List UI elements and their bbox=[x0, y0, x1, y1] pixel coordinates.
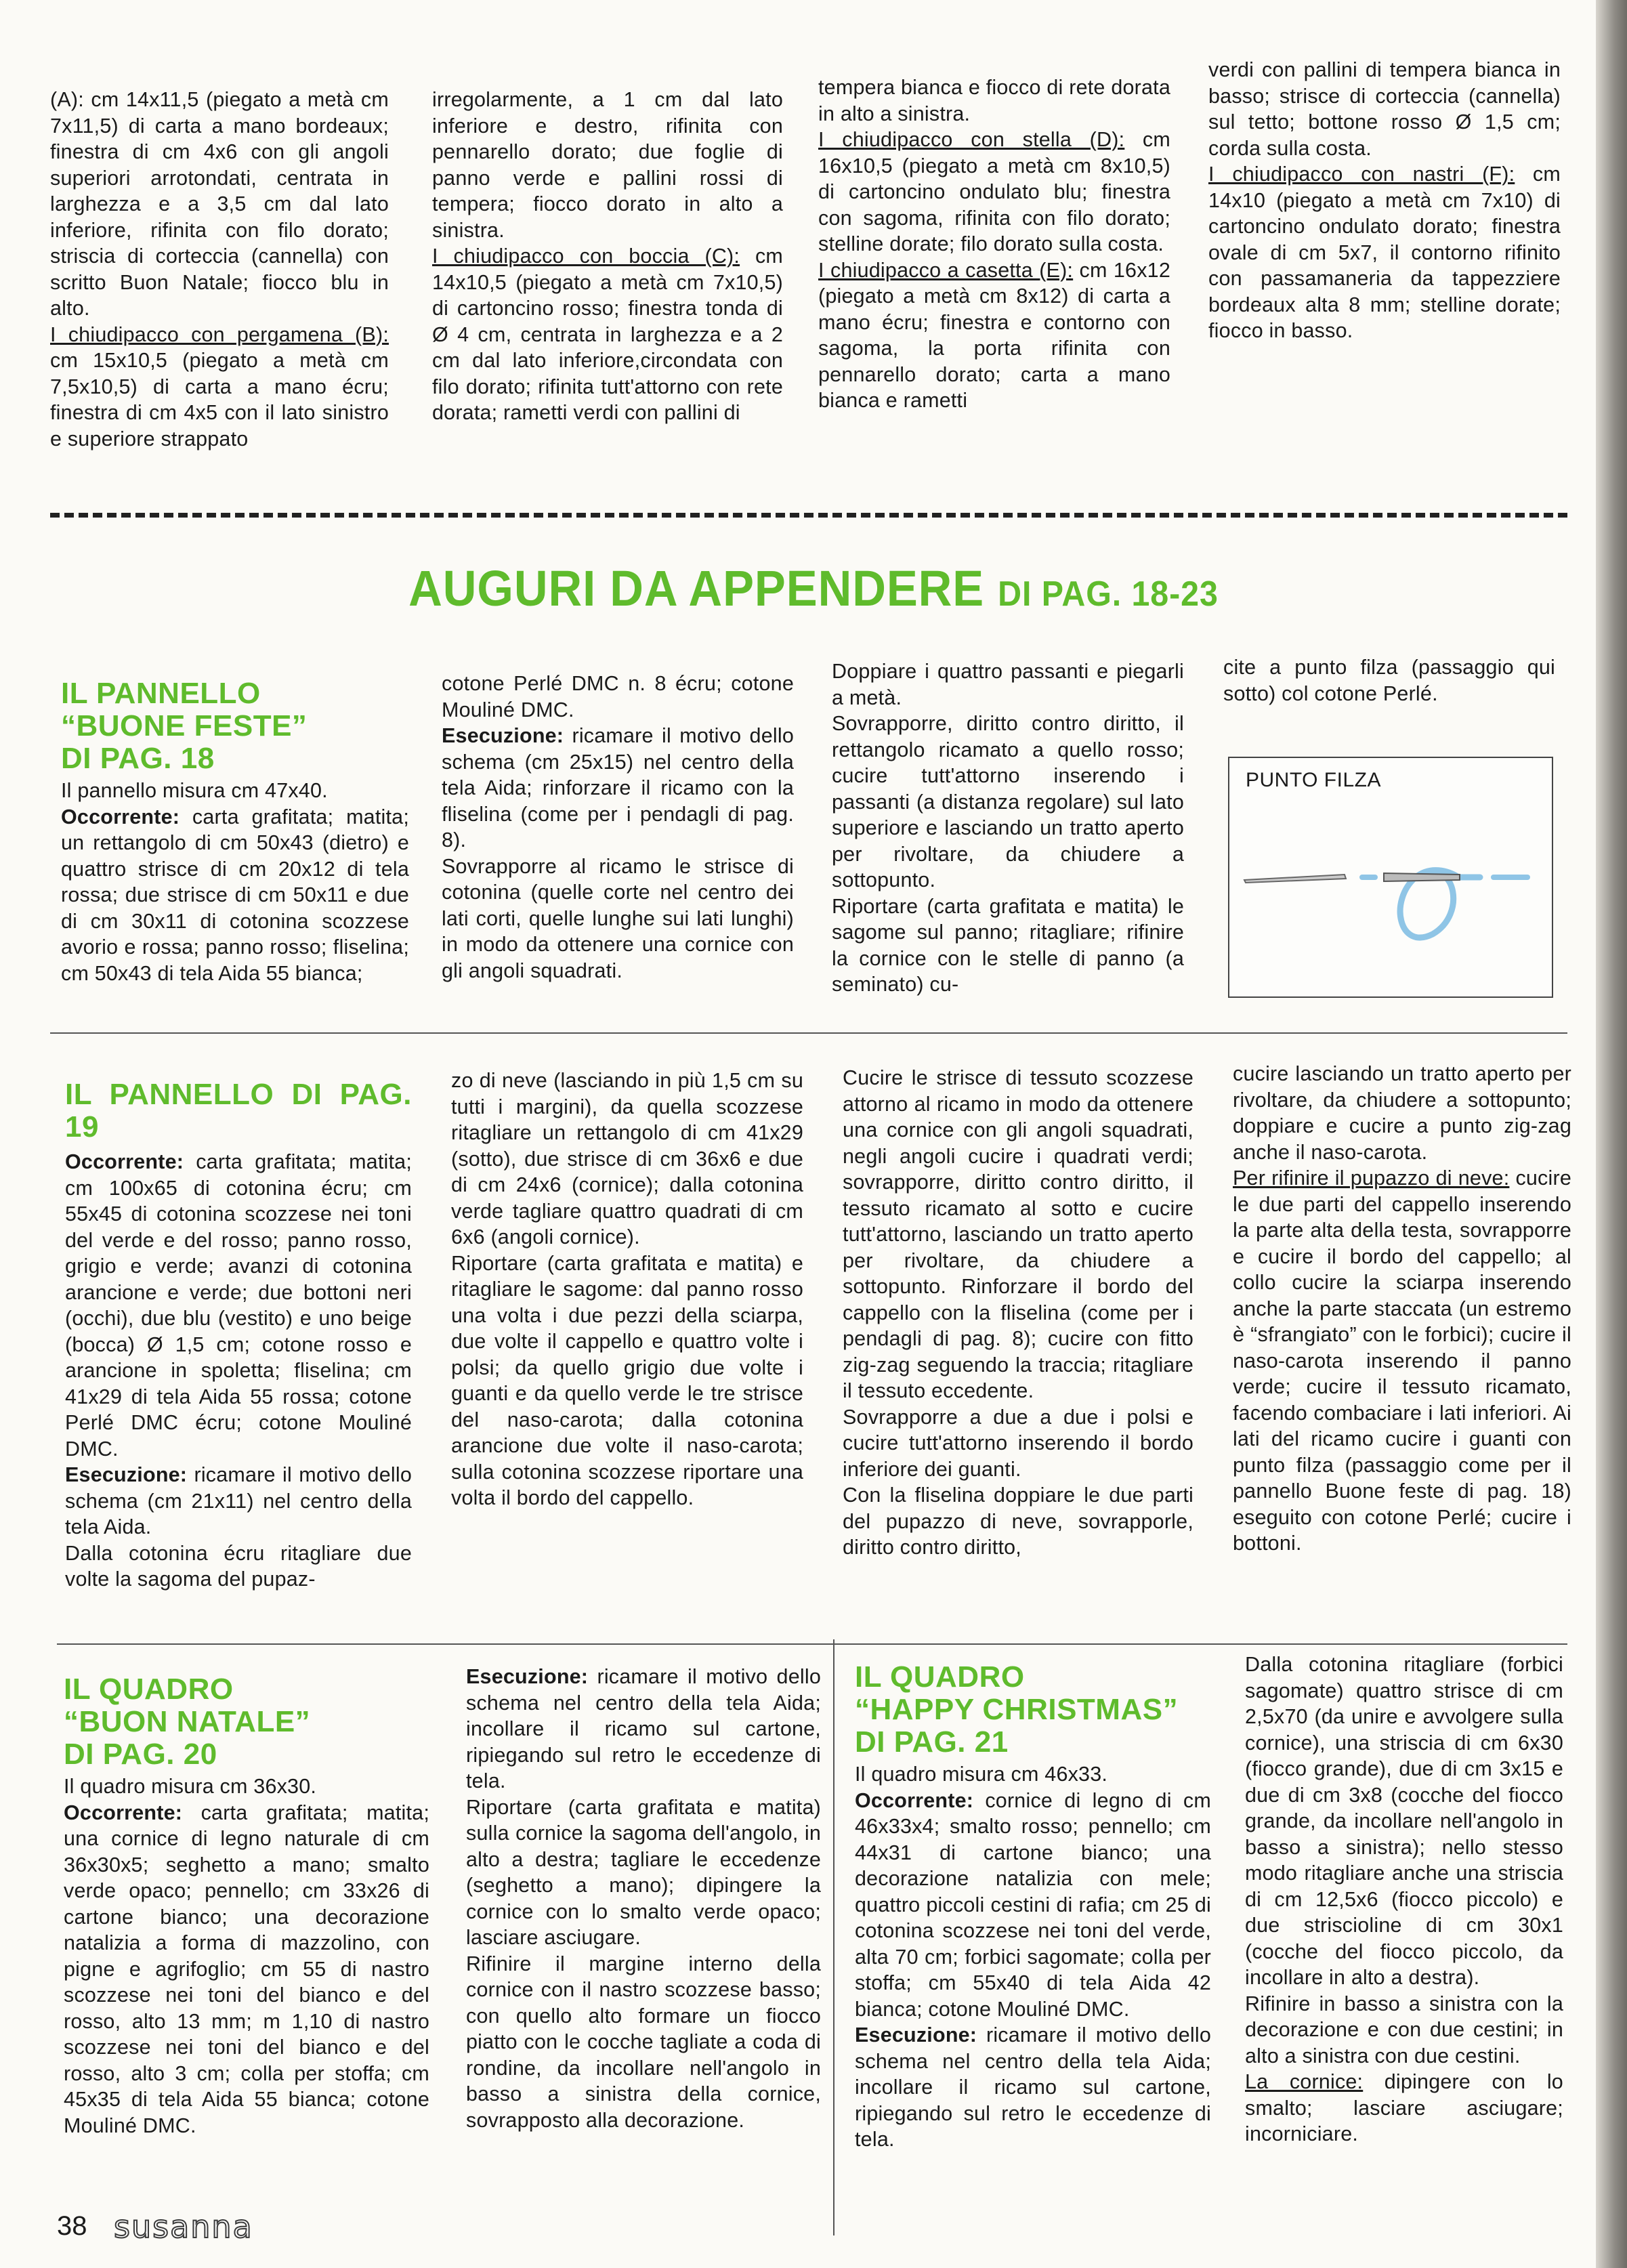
paragraph: (A): cm 14x11,5 (piegato a metà cm 7x11,5) di carta a mano bordeaux; finestra di cm 4x6 con gli angoli superiori arrotondati, centrata in larghezza e a 3,5 cm dal lato inferiore, rifinita con filo dorato; striscia di corteccia (cannella) con scritto Buon Natale; fiocco blu in alto. bbox=[50, 88, 389, 320]
paragraph bbox=[432, 243, 783, 426]
paragraph bbox=[855, 1788, 1211, 2023]
s2-column-2 bbox=[451, 1068, 803, 1511]
page-number: 38 bbox=[57, 2211, 87, 2241]
diagram-label: PUNTO FILZA bbox=[1246, 769, 1381, 791]
s1-column-4 bbox=[1223, 654, 1555, 707]
paragraph: Il quadro misura cm 36x30. bbox=[64, 1775, 317, 1798]
section-divider bbox=[50, 1032, 1567, 1034]
needle bbox=[1244, 875, 1346, 883]
heading-line: “BUON NATALE” bbox=[64, 1705, 311, 1738]
label: Occorrente: bbox=[855, 1788, 974, 1812]
paragraph: verdi con pallini di tempera bianca in basso; strisce di corteccia (cannella) sul tetto; bottone rosso Ø 1,5 cm; corda sulla costa. bbox=[1208, 58, 1561, 160]
section-heading bbox=[855, 1661, 1211, 1759]
paragraph bbox=[442, 723, 794, 854]
paragraph: Riportare (carta grafitata e matita) sulla cornice la sagoma dell'angolo, in alto a destra; tagliare le eccedenze (seghetto a mano); dipingere la cornice con lo smalto verde opaco; lasciare asciugare. bbox=[466, 1795, 821, 1949]
paragraph bbox=[61, 804, 409, 987]
paragraph bbox=[818, 257, 1170, 414]
paragraph: zo di neve (lasciando in più 1,5 cm su tutti i margini), da quella scozzese ritagliare un rettangolo di cm 41x29 (sotto), due strisce di cm 36x6 e due di cm 24x6 (cornice); dalla cotonina verde tagliare quattro quadrati di cm 6x6 (angoli cornice). bbox=[451, 1069, 803, 1248]
text: carta grafitata; matita; cm 100x65 di cotonina écru; cm 55x45 di cotonina scozzese nei toni del verde e del rosso; panno rosso, grigio e verde; avanzi di cotonina arancione e verde; due bottoni neri (occhi), due blu (vestito) e uno beige (bocca) Ø 1,5 cm; cotone rosso e arancione in spoletta; fliselina; cm 41x29 di tela Aida 55 rossa; cotone Perlé DMC écru; cotone Mouliné DMC. bbox=[65, 1150, 412, 1461]
paragraph: Il quadro misura cm 46x33. bbox=[855, 1763, 1108, 1786]
paragraph bbox=[1245, 2069, 1563, 2147]
subheading: Per rifinire il pupazzo di neve: bbox=[1233, 1167, 1510, 1190]
text: cm 16x10,5 (piegato a metà cm 8x10,5) di cartoncino ondulato blu; finestra con sagoma, rifinita con filo dorato; stelline dorate; filo dorato sulla costa. bbox=[818, 128, 1170, 255]
text: ricamare il motivo dello schema nel centro della tela Aida; incollare il ricamo sul cartone, ripiegando sul retro le eccedenze di tela. bbox=[855, 2023, 1211, 2151]
heading-line: DI PAG. 21 bbox=[855, 1725, 1009, 1759]
label: Esecuzione: bbox=[466, 1665, 589, 1688]
s2-column-4 bbox=[1233, 1061, 1571, 1557]
subheading: I chiudipacco a casetta (E): bbox=[818, 258, 1074, 282]
top-column-1 bbox=[50, 87, 389, 452]
label: Occorrente: bbox=[61, 805, 180, 828]
text: cm 14x10 (piegato a metà cm 7x10) di cartoncino ondulato dorato; finestra ovale di cm 5x7, il contorno rifinito con passamaneria da tappezziere bordeaux alta 8 mm; stelline dorate; fiocco in basso. bbox=[1208, 163, 1561, 342]
paragraph: Rifinire il margine interno della cornice con il nastro scozzese basso; con quello alto formare un fiocco piatto con le cocche tagliate a coda di rondine, da incollare nell'angolo in basso a sinistra della cornice, sovrapposto alla decorazione. bbox=[466, 1952, 821, 2132]
paragraph bbox=[1233, 1165, 1571, 1557]
paragraph bbox=[855, 2022, 1211, 2153]
subheading: I chiudipacco con pergamena (B): bbox=[50, 322, 389, 346]
s1-column-1 bbox=[61, 677, 409, 986]
s2-column-1 bbox=[65, 1078, 412, 1593]
label: Occorrente: bbox=[64, 1801, 183, 1824]
paragraph: Doppiare i quattro passanti e piegarli a metà. bbox=[832, 660, 1184, 709]
subheading: I chiudipacco con boccia (C): bbox=[432, 245, 740, 268]
needle-tip bbox=[1384, 873, 1460, 881]
paragraph bbox=[818, 127, 1170, 257]
paragraph: Riportare (carta grafitata e matita) e ritagliare le sagome: dal panno rosso una volta i due pezzi della sciarpa, due volte il cappello e quattro volte i polsi; da quello grigio due volte i guanti e da quello verde le tre strisce del naso-carota; dalla cotonina arancione due volte il naso-carota; sulla cotonina scozzese riportare una volta il bordo del cappello. bbox=[451, 1251, 803, 1509]
top-column-2 bbox=[432, 87, 783, 426]
section-heading bbox=[61, 677, 409, 775]
heading-line: IL QUADRO bbox=[855, 1660, 1025, 1694]
dashed-divider bbox=[50, 513, 1567, 518]
text: carta grafitata; matita; una cornice di legno naturale di cm 36x30x5; seghetto a mano; smalto verde opaco; pennello; cm 33x26 di cartone bianco; una decorazione natalizia a forma di mazzolino, con pigne e agrifoglio; cm 55 di nastro scozzese nei toni del bianco e del rosso, alto 13 mm; m 1,10 di nastro scozzese nei toni del bianco e del rosso, alto 3 cm; colla per stoffa; cm 45x35 di tela Aida 55 bianca; cotone Mouliné DMC. bbox=[64, 1801, 429, 2137]
paragraph: Dalla cotonina écru ritagliare due volte la sagoma del pupaz- bbox=[65, 1541, 412, 1591]
paragraph bbox=[466, 1664, 821, 1794]
paragraph: Cucire le strisce di tessuto scozzese attorno al ricamo in modo da ottenere una cornice con gli angoli squadrati, negli angoli cucire i quadrati verdi; sovrapporre, diritto contro diritto, il tessuto ricamato al sotto e cucire tutt'attorno, lasciando un tratto aperto per rivoltare, da chiudere a sottopunto. Rinforzare il bordo del cappello con la fliselina (come per i pendagli di pag. 8); cucire con fitto zig-zag seguendo la traccia; ritagliare il tessuto eccedente. bbox=[843, 1066, 1193, 1402]
section-divider bbox=[833, 1639, 839, 2235]
s1-column-2 bbox=[442, 671, 794, 984]
heading-line: DI PAG. 20 bbox=[64, 1738, 217, 1771]
top-column-3 bbox=[818, 75, 1170, 414]
paragraph bbox=[65, 1149, 412, 1462]
text: ricamare il motivo dello schema (cm 25x15) nel centro della tela Aida; rinforzare il ricamo con la fliselina (come per i pendagli di pag. 8). bbox=[442, 724, 794, 852]
text: dipingere con lo smalto; lasciare asciugare; incorniciare. bbox=[1245, 2070, 1563, 2145]
paragraph: tempera bianca e fiocco di rete dorata in alto a sinistra. bbox=[818, 76, 1170, 125]
paragraph: Rifinire in basso a sinistra con la decorazione e con due cestini; in alto a sinistra con due cestini. bbox=[1245, 1992, 1563, 2067]
paragraph: Sovrapporre, diritto contro diritto, il rettangolo ricamato a quello rosso; cucire tutt'attorno inserendo i passanti (a distanza regolare) sul lato superiore e lasciando un tratto aperto per rivoltare, da chiudere a sottopunto. bbox=[832, 712, 1184, 891]
heading-line: IL QUADRO bbox=[64, 1673, 234, 1706]
top-column-4 bbox=[1208, 57, 1561, 344]
paragraph: irregolarmente, a 1 cm dal lato inferiore e destro, rifinita con pennarello dorato; due foglie di panno verde e pallini rossi di tempera; fiocco dorato in alto a sinistra. bbox=[432, 88, 783, 242]
section-heading bbox=[64, 1673, 429, 1771]
paragraph bbox=[64, 1800, 429, 2139]
text: ricamare il motivo dello schema (cm 21x11) nel centro della tela Aida. bbox=[65, 1463, 412, 1538]
paragraph: cotone Perlé DMC n. 8 écru; cotone Mouliné DMC. bbox=[442, 672, 794, 721]
s2-column-3 bbox=[843, 1065, 1193, 1561]
heading-line: DI PAG. 18 bbox=[61, 742, 215, 775]
heading-line: “HAPPY CHRISTMAS” bbox=[855, 1693, 1179, 1726]
heading-line: IL PANNELLO bbox=[61, 677, 261, 710]
subheading: I chiudipacco con nastri (F): bbox=[1208, 163, 1515, 186]
paragraph: Con la fliselina doppiare le due parti del pupazzo di neve, sovrapporle, diritto contro diritto, bbox=[843, 1484, 1193, 1559]
punto-filza-diagram bbox=[1228, 757, 1553, 998]
paragraph: cite a punto filza (passaggio qui sotto) col cotone Perlé. bbox=[1223, 656, 1555, 705]
paragraph: Dalla cotonina ritagliare (forbici sagomate) quattro strisce di cm 2,5x70 (da unire e avvolgere sulla cornice), una striscia di cm 6x30 (fiocco grande), due di cm 3x15 e due di cm 3x8 (cocche del fiocco grande, da incollare nell'angolo in basso a sinistra); nello stesso modo ritagliare anche una striscia di cm 12,5x6 (fiocco piccolo) e due striscioline di cm 30x1 (cocche del fiocco piccolo, da incollare in alto a destra). bbox=[1245, 1653, 1563, 1989]
s1-column-3 bbox=[832, 658, 1184, 998]
paragraph bbox=[65, 1462, 412, 1540]
text: cornice di legno di cm 46x33x4; smalto rosso; pennello; cm 44x31 di cartone bianco; una decorazione natalizia con mele; quattro piccoli cestini di rafia; cm 25 di cotonina scozzese nei toni del verde, alta 70 cm; forbici sagomate; colla per stoffa; cm 55x40 di tela Aida 42 bianca; cotone Mouliné DMC. bbox=[855, 1788, 1211, 2021]
heading-line: IL PANNELLO DI PAG. 19 bbox=[65, 1078, 412, 1143]
text: cm 16x12 (piegato a metà cm 8x12) di carta a mano écru; finestra e contorno con sagoma, la porta rifinita con pennarello dorato; carta a mano bianca e rametti bbox=[818, 258, 1170, 412]
label: Esecuzione: bbox=[65, 1463, 188, 1486]
subheading: I chiudipacco con stella (D): bbox=[818, 128, 1125, 151]
heading-line: “BUONE FESTE” bbox=[61, 709, 308, 742]
s3-column-4 bbox=[1245, 1652, 1563, 2147]
subheading: La cornice: bbox=[1245, 2070, 1364, 2093]
label: Occorrente: bbox=[65, 1150, 184, 1173]
paragraph bbox=[1208, 161, 1561, 344]
text: cucire le due parti del cappello inserendo la parte alta della testa, sovrapporre e cucire il bordo del cappello; al collo cucire la sciarpa inserendo anche la parte staccata (un estremo è “sfrangiato” con le forbici); cucire il naso-carota inserendo il panno verde; cucire il tessuto ricamato, facendo combaciare i lati inferiori. Ai lati del ricamo cucire i guanti con punto filza (passaggio come per il pannello Buone feste di pag. 18) eseguito con cotone Perlé; cucire i bottoni. bbox=[1233, 1167, 1572, 1555]
section-heading bbox=[65, 1078, 412, 1143]
text: carta grafitata; matita; un rettangolo di cm 50x43 (dietro) e quattro strisce di cm 20x12 di tela rossa; due strisce di cm 50x11 e due di cm 30x11 di cotonina scozzese avorio e rossa; panno rosso; fliselina; cm 50x43 di tela Aida 55 bianca; bbox=[61, 805, 409, 985]
text: ricamare il motivo dello schema nel centro della tela Aida; incollare il ricamo sul cartone, ripiegando sul retro le eccedenze di tela. bbox=[466, 1665, 821, 1792]
magazine-logo: susanna bbox=[114, 2208, 253, 2245]
section-divider bbox=[57, 1643, 1567, 1645]
paragraph: Riportare (carta grafitata e matita) le sagome sul panno; ritagliare; rifinire la cornice con le stelle di panno (a seminato) cu- bbox=[832, 894, 1184, 996]
stitch-illustration bbox=[1229, 758, 1552, 996]
page-title bbox=[57, 560, 1570, 617]
paragraph: Il pannello misura cm 47x40. bbox=[61, 779, 328, 802]
s3-column-1 bbox=[64, 1673, 429, 2139]
paragraph: Sovrapporre al ricamo le strisce di cotonina (quelle corte nel centro dei lati corti, quelle lunghe sui lati lunghi) in modo da ottenere una cornice con gli angoli squadrati. bbox=[442, 854, 794, 982]
paragraph bbox=[50, 322, 389, 453]
text: cm 15x10,5 (piegato a metà cm 7,5x10,5) di carta a mano écru; finestra di cm 4x5 con il lato sinistro e superiore strappato bbox=[50, 349, 389, 450]
title-main: AUGURI DA APPENDERE bbox=[408, 560, 985, 616]
scan-edge bbox=[1596, 0, 1627, 2268]
paragraph: Sovrapporre a due a due i polsi e cucire tutt'attorno inserendo il bordo inferiore dei guanti. bbox=[843, 1405, 1193, 1481]
s3-column-3 bbox=[855, 1661, 1211, 2153]
text: cm 14x10,5 (piegato a metà cm 7x10,5) di cartoncino rosso; finestra tonda di Ø 4 cm, centrata in larghezza e a 2 cm dal lato inferiore,circondata con filo dorato; rifinita tutt'attorno con rete dorata; rametti verdi con pallini di bbox=[432, 245, 783, 424]
label: Esecuzione: bbox=[855, 2023, 977, 2046]
paragraph: cucire lasciando un tratto aperto per rivoltare, da chiudere a sottopunto; doppiare e cucire a punto zig-zag anche il naso-carota. bbox=[1233, 1062, 1571, 1164]
s3-column-2 bbox=[466, 1664, 821, 2133]
label: Esecuzione: bbox=[442, 724, 564, 747]
title-suffix: DI PAG. 18-23 bbox=[998, 574, 1219, 614]
